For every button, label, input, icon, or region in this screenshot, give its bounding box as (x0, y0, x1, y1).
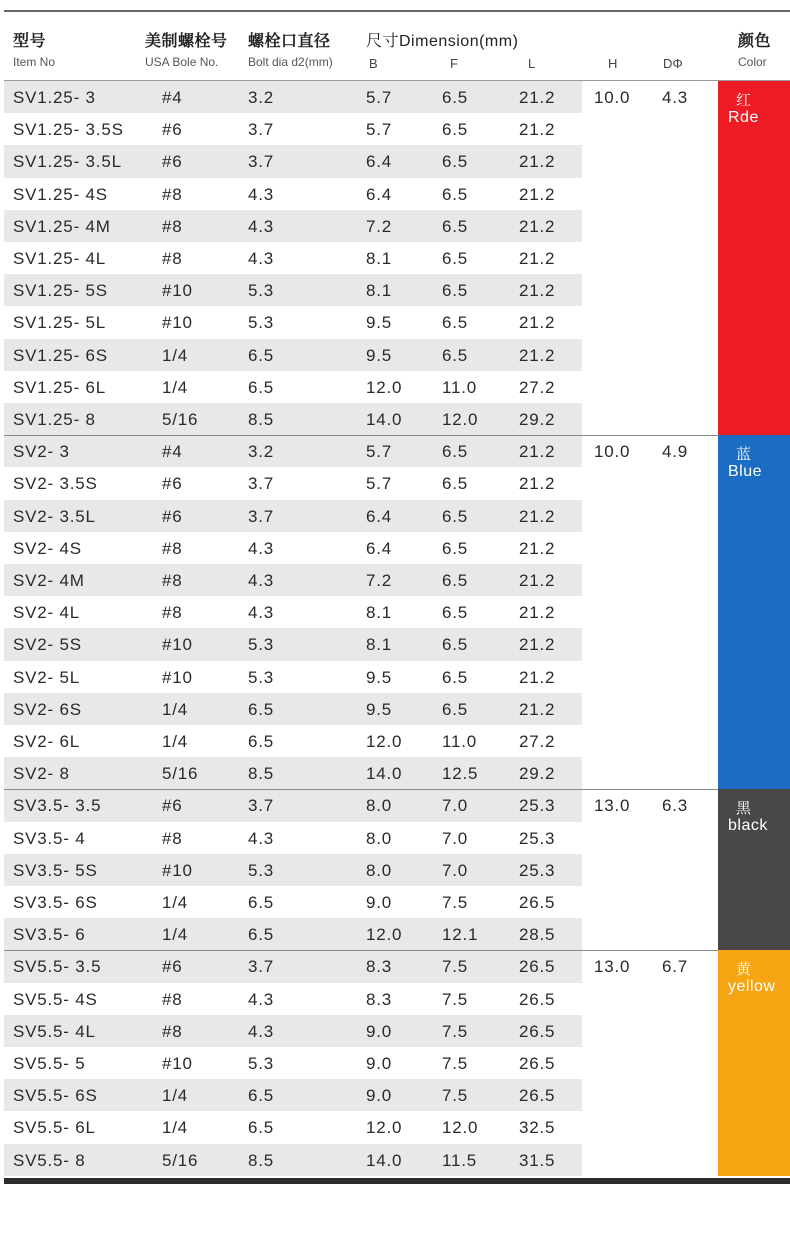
header-usa-bolt (145, 28, 228, 69)
cell-b: 9.5 (366, 345, 393, 365)
cell-f: 7.5 (442, 1053, 469, 1073)
cell-b: 9.0 (366, 1053, 393, 1073)
cell-f: 12.1 (442, 925, 479, 945)
cell-l: 29.2 (519, 409, 556, 429)
cell-bolt: 4.3 (248, 538, 275, 558)
cell-f: 6.5 (442, 152, 469, 172)
cell-usa: 1/4 (162, 699, 189, 719)
table-row (4, 950, 582, 982)
cell-bolt: 6.5 (248, 345, 275, 365)
cell-bolt: 6.5 (248, 377, 275, 397)
cell-l: 21.2 (519, 184, 556, 204)
cell-l: 26.5 (519, 1086, 556, 1106)
cell-f: 6.5 (442, 281, 469, 301)
color-swatch (718, 950, 790, 1175)
cell-bolt: 4.3 (248, 570, 275, 590)
color-name-en: Rde (728, 109, 759, 126)
cell-bolt: 6.5 (248, 892, 275, 912)
cell-l: 21.2 (519, 538, 556, 558)
cell-b: 8.0 (366, 796, 393, 816)
cell-f: 6.5 (442, 538, 469, 558)
cell-f: 11.5 (442, 1150, 478, 1170)
cell-l: 21.2 (519, 313, 556, 333)
cell-f: 7.0 (442, 860, 469, 880)
cell-bolt: 4.3 (248, 989, 275, 1009)
cell-l: 21.2 (519, 635, 556, 655)
cell-bolt: 6.5 (248, 699, 275, 719)
cell-usa: 1/4 (162, 345, 189, 365)
cell-l: 29.2 (519, 764, 556, 784)
cell-l: 28.5 (519, 925, 556, 945)
cell-usa: #6 (162, 957, 183, 977)
header-dimension (366, 28, 518, 51)
cell-l: 25.3 (519, 796, 556, 816)
cell-usa: #10 (162, 667, 193, 687)
table-row (4, 1144, 582, 1176)
cell-bolt: 3.7 (248, 796, 275, 816)
cell-usa: #6 (162, 506, 183, 526)
header-color-en: Color (738, 55, 767, 69)
table-row (4, 306, 582, 338)
cell-f: 6.5 (442, 184, 469, 204)
cell-b: 9.0 (366, 892, 393, 912)
header-item-no (13, 28, 55, 69)
table-row (4, 983, 582, 1015)
cell-bolt: 4.3 (248, 184, 275, 204)
color-swatch (718, 81, 790, 435)
cell-f: 6.5 (442, 120, 469, 140)
cell-item: SV5.5- 8 (13, 1150, 86, 1170)
cell-l: 26.5 (519, 1021, 556, 1041)
color-name-en: yellow (728, 978, 776, 996)
table-row (4, 628, 582, 660)
cell-bolt: 4.3 (248, 828, 275, 848)
color-swatch (718, 789, 790, 950)
cell-b: 9.5 (366, 667, 393, 687)
table-row (4, 371, 582, 403)
cell-item: SV1.25- 8 (13, 409, 96, 429)
cell-item: SV2- 6L (13, 731, 81, 751)
header-col-h: H (608, 56, 618, 71)
group-h-value: 10.0 (594, 442, 631, 462)
row-group (4, 950, 790, 1175)
cell-b: 7.2 (366, 570, 393, 590)
cell-b: 5.7 (366, 120, 393, 140)
cell-b: 6.4 (366, 506, 393, 526)
cell-b: 12.0 (366, 377, 403, 397)
cell-b: 8.0 (366, 860, 393, 880)
cell-item: SV1.25- 4M (13, 216, 111, 236)
cell-b: 9.5 (366, 313, 393, 333)
header-bolt-dia (248, 28, 333, 69)
cell-l: 21.2 (519, 345, 556, 365)
cell-b: 6.4 (366, 152, 393, 172)
cell-item: SV2- 3.5S (13, 474, 98, 494)
cell-item: SV1.25- 3.5S (13, 120, 124, 140)
header-dimension-label: 尺寸Dimension(mm) (366, 33, 519, 50)
table-row (4, 500, 582, 532)
table-row (4, 532, 582, 564)
cell-f: 12.0 (442, 1118, 479, 1138)
cell-usa: #10 (162, 635, 193, 655)
cell-l: 26.5 (519, 989, 556, 1009)
cell-l: 21.2 (519, 216, 556, 236)
cell-l: 27.2 (519, 731, 556, 751)
cell-usa: 1/4 (162, 1086, 189, 1106)
cell-bolt: 8.5 (248, 1150, 275, 1170)
cell-b: 7.2 (366, 216, 393, 236)
cell-item: SV3.5- 5S (13, 860, 98, 880)
cell-f: 6.5 (442, 474, 469, 494)
cell-item: SV1.25- 6S (13, 345, 108, 365)
header-item-no-zh: 型号 (13, 33, 47, 50)
cell-b: 8.1 (366, 603, 393, 623)
cell-item: SV1.25- 6L (13, 377, 107, 397)
bottom-rule (4, 1178, 790, 1184)
table-row (4, 274, 582, 306)
header-color (738, 28, 771, 69)
table-row (4, 178, 582, 210)
cell-item: SV2- 5L (13, 667, 81, 687)
cell-item: SV2- 3.5L (13, 506, 96, 526)
cell-item: SV5.5- 4S (13, 989, 98, 1009)
table-row (4, 725, 582, 757)
cell-usa: #10 (162, 1053, 193, 1073)
cell-bolt: 3.2 (248, 88, 275, 107)
cell-b: 6.4 (366, 184, 393, 204)
cell-bolt: 3.7 (248, 957, 275, 977)
header-col-l: L (528, 56, 536, 71)
header-bolt-dia-zh: 螺栓口直径 (248, 33, 331, 50)
table-row (4, 757, 582, 789)
cell-usa: #6 (162, 120, 183, 140)
cell-usa: 5/16 (162, 409, 199, 429)
cell-item: SV5.5- 4L (13, 1021, 96, 1041)
cell-f: 6.5 (442, 216, 469, 236)
cell-usa: 5/16 (162, 764, 199, 784)
cell-b: 5.7 (366, 474, 393, 494)
cell-item: SV1.25- 4S (13, 184, 108, 204)
header-item-no-en: Item No (13, 55, 56, 69)
cell-usa: 1/4 (162, 892, 189, 912)
cell-b: 9.5 (366, 699, 393, 719)
cell-bolt: 4.3 (248, 248, 275, 268)
cell-usa: #4 (162, 88, 183, 107)
table-row (4, 854, 582, 886)
header-col-d: DΦ (663, 56, 683, 71)
cell-b: 12.0 (366, 1118, 403, 1138)
cell-usa: 1/4 (162, 1118, 189, 1138)
cell-item: SV2- 5S (13, 635, 82, 655)
row-group (4, 81, 790, 435)
table-row (4, 1111, 582, 1143)
cell-bolt: 5.3 (248, 635, 275, 655)
table-row (4, 1015, 582, 1047)
cell-f: 7.0 (442, 796, 469, 816)
table-row (4, 339, 582, 371)
header-col-b: B (369, 56, 378, 71)
group-h-value: 13.0 (594, 796, 631, 816)
cell-f: 6.5 (442, 313, 469, 333)
table-row (4, 81, 582, 113)
cell-item: SV1.25- 3 (13, 88, 96, 107)
cell-item: SV2- 4S (13, 538, 82, 558)
color-name-en: Blue (728, 463, 763, 481)
cell-item: SV2- 8 (13, 764, 70, 784)
cell-b: 8.3 (366, 957, 393, 977)
cell-l: 25.3 (519, 828, 556, 848)
cell-bolt: 8.5 (248, 764, 275, 784)
cell-f: 7.5 (442, 957, 469, 977)
cell-b: 12.0 (366, 925, 403, 945)
cell-l: 21.2 (519, 120, 556, 140)
cell-b: 6.4 (366, 538, 393, 558)
cell-usa: 1/4 (162, 925, 189, 945)
cell-f: 7.5 (442, 1021, 469, 1041)
cell-l: 32.5 (519, 1118, 556, 1138)
table-row (4, 113, 582, 145)
table-row (4, 693, 582, 725)
cell-bolt: 5.3 (248, 860, 275, 880)
cell-f: 6.5 (442, 699, 469, 719)
group-d-value: 4.3 (662, 88, 689, 107)
cell-usa: 1/4 (162, 377, 189, 397)
cell-usa: #8 (162, 248, 183, 268)
cell-l: 21.2 (519, 152, 556, 172)
cell-f: 12.5 (442, 764, 479, 784)
cell-usa: #6 (162, 474, 183, 494)
cell-usa: #8 (162, 538, 183, 558)
cell-l: 21.2 (519, 699, 556, 719)
cell-bolt: 5.3 (248, 667, 275, 687)
cell-f: 6.5 (442, 635, 469, 655)
cell-item: SV3.5- 6S (13, 892, 98, 912)
cell-l: 21.2 (519, 570, 556, 590)
cell-b: 8.0 (366, 828, 393, 848)
cell-l: 21.2 (519, 442, 556, 462)
cell-f: 12.0 (442, 409, 479, 429)
group-divider (4, 789, 718, 790)
cell-f: 6.5 (442, 667, 469, 687)
table-row (4, 918, 582, 950)
cell-bolt: 5.3 (248, 313, 275, 333)
cell-b: 8.3 (366, 989, 393, 1009)
cell-bolt: 6.5 (248, 925, 275, 945)
cell-item: SV3.5- 4 (13, 828, 86, 848)
table-row (4, 467, 582, 499)
cell-f: 11.0 (442, 731, 478, 751)
color-swatch (718, 435, 790, 789)
cell-b: 5.7 (366, 442, 393, 462)
cell-l: 21.2 (519, 88, 556, 107)
cell-item: SV5.5- 6S (13, 1086, 98, 1106)
cell-usa: #4 (162, 442, 183, 462)
cell-bolt: 3.7 (248, 474, 275, 494)
cell-b: 14.0 (366, 764, 403, 784)
cell-b: 9.0 (366, 1086, 393, 1106)
cell-b: 14.0 (366, 1150, 403, 1170)
table-row (4, 564, 582, 596)
cell-usa: #10 (162, 281, 193, 301)
table-row (4, 596, 582, 628)
color-name-zh: 红 (736, 92, 752, 109)
cell-item: SV1.25- 3.5L (13, 152, 122, 172)
cell-l: 21.2 (519, 248, 556, 268)
group-d-value: 6.7 (662, 957, 689, 977)
cell-bolt: 4.3 (248, 1021, 275, 1041)
cell-f: 7.5 (442, 1086, 469, 1106)
cell-b: 5.7 (366, 88, 393, 107)
cell-b: 8.1 (366, 281, 393, 301)
table-row (4, 1079, 582, 1111)
cell-bolt: 4.3 (248, 603, 275, 623)
cell-l: 31.5 (519, 1150, 556, 1170)
cell-bolt: 3.7 (248, 506, 275, 526)
cell-bolt: 4.3 (248, 216, 275, 236)
table-row (4, 822, 582, 854)
table-row (4, 145, 582, 177)
cell-l: 27.2 (519, 377, 556, 397)
cell-item: SV2- 3 (13, 442, 70, 462)
table-row (4, 1047, 582, 1079)
group-d-value: 6.3 (662, 796, 689, 816)
header-color-zh: 颜色 (738, 33, 772, 50)
cell-usa: #10 (162, 313, 193, 333)
cell-item: SV3.5- 6 (13, 925, 86, 945)
cell-f: 6.5 (442, 345, 469, 365)
group-divider (4, 950, 718, 951)
cell-f: 7.0 (442, 828, 469, 848)
cell-usa: #10 (162, 860, 193, 880)
row-group (4, 435, 790, 789)
table-row (4, 210, 582, 242)
cell-usa: #8 (162, 184, 183, 204)
cell-b: 8.1 (366, 635, 393, 655)
cell-bolt: 3.7 (248, 152, 275, 172)
table-row (4, 886, 582, 918)
cell-f: 6.5 (442, 88, 469, 107)
cell-f: 6.5 (442, 248, 469, 268)
cell-item: SV2- 4L (13, 603, 81, 623)
header-usa-bolt-zh: 美制螺栓号 (145, 33, 228, 50)
cell-f: 7.5 (442, 892, 469, 912)
cell-usa: #8 (162, 570, 183, 590)
cell-f: 6.5 (442, 570, 469, 590)
cell-l: 25.3 (519, 860, 556, 880)
cell-l: 26.5 (519, 957, 556, 977)
cell-b: 14.0 (366, 409, 403, 429)
cell-l: 21.2 (519, 667, 556, 687)
cell-usa: 1/4 (162, 731, 189, 751)
cell-item: SV1.25- 4L (13, 248, 107, 268)
cell-bolt: 6.5 (248, 731, 275, 751)
cell-usa: #8 (162, 603, 183, 623)
cell-bolt: 8.5 (248, 409, 275, 429)
group-divider (4, 435, 718, 436)
cell-l: 26.5 (519, 1053, 556, 1073)
cell-usa: #8 (162, 1021, 183, 1041)
cell-b: 9.0 (366, 1021, 393, 1041)
cell-item: SV1.25- 5S (13, 281, 108, 301)
cell-item: SV3.5- 3.5 (13, 796, 102, 816)
cell-f: 7.5 (442, 989, 469, 1009)
color-name-zh: 蓝 (736, 446, 752, 464)
header-col-f: F (450, 56, 458, 71)
cell-item: SV1.25- 5L (13, 313, 107, 333)
table-body (4, 81, 790, 1176)
cell-item: SV5.5- 3.5 (13, 957, 102, 977)
cell-item: SV5.5- 5 (13, 1053, 86, 1073)
cell-bolt: 6.5 (248, 1118, 275, 1138)
cell-usa: #6 (162, 796, 183, 816)
cell-usa: 5/16 (162, 1150, 199, 1170)
cell-usa: #8 (162, 828, 183, 848)
cell-bolt: 3.7 (248, 120, 275, 140)
header-bolt-dia-en: Bolt dia d2(mm) (248, 55, 333, 69)
cell-l: 21.2 (519, 506, 556, 526)
group-d-value: 4.9 (662, 442, 689, 462)
cell-b: 8.1 (366, 248, 393, 268)
group-h-value: 10.0 (594, 88, 631, 107)
group-h-value: 13.0 (594, 957, 631, 977)
color-name-en: black (728, 817, 768, 835)
cell-item: SV5.5- 6L (13, 1118, 96, 1138)
color-name-zh: 黄 (736, 961, 752, 979)
cell-item: SV2- 6S (13, 699, 82, 719)
table-row (4, 661, 582, 693)
cell-f: 6.5 (442, 603, 469, 623)
cell-usa: #8 (162, 989, 183, 1009)
cell-item: SV2- 4M (13, 570, 85, 590)
cell-bolt: 5.3 (248, 1053, 275, 1073)
cell-l: 26.5 (519, 892, 556, 912)
table-row (4, 435, 582, 467)
cell-bolt: 6.5 (248, 1086, 275, 1106)
table-row (4, 403, 582, 435)
cell-l: 21.2 (519, 603, 556, 623)
cell-f: 6.5 (442, 442, 469, 462)
cell-f: 6.5 (442, 506, 469, 526)
cell-bolt: 5.3 (248, 281, 275, 301)
cell-l: 21.2 (519, 281, 556, 301)
table-header (4, 12, 790, 82)
cell-usa: #8 (162, 216, 183, 236)
row-group (4, 789, 790, 950)
table-row (4, 789, 582, 821)
cell-b: 12.0 (366, 731, 403, 751)
cell-l: 21.2 (519, 474, 556, 494)
color-name-zh: 黑 (736, 800, 752, 818)
cell-bolt: 3.2 (248, 442, 275, 462)
cell-usa: #6 (162, 152, 183, 172)
table-row (4, 242, 582, 274)
header-usa-bolt-en: USA Bole No. (145, 55, 219, 69)
cell-f: 11.0 (442, 377, 478, 397)
